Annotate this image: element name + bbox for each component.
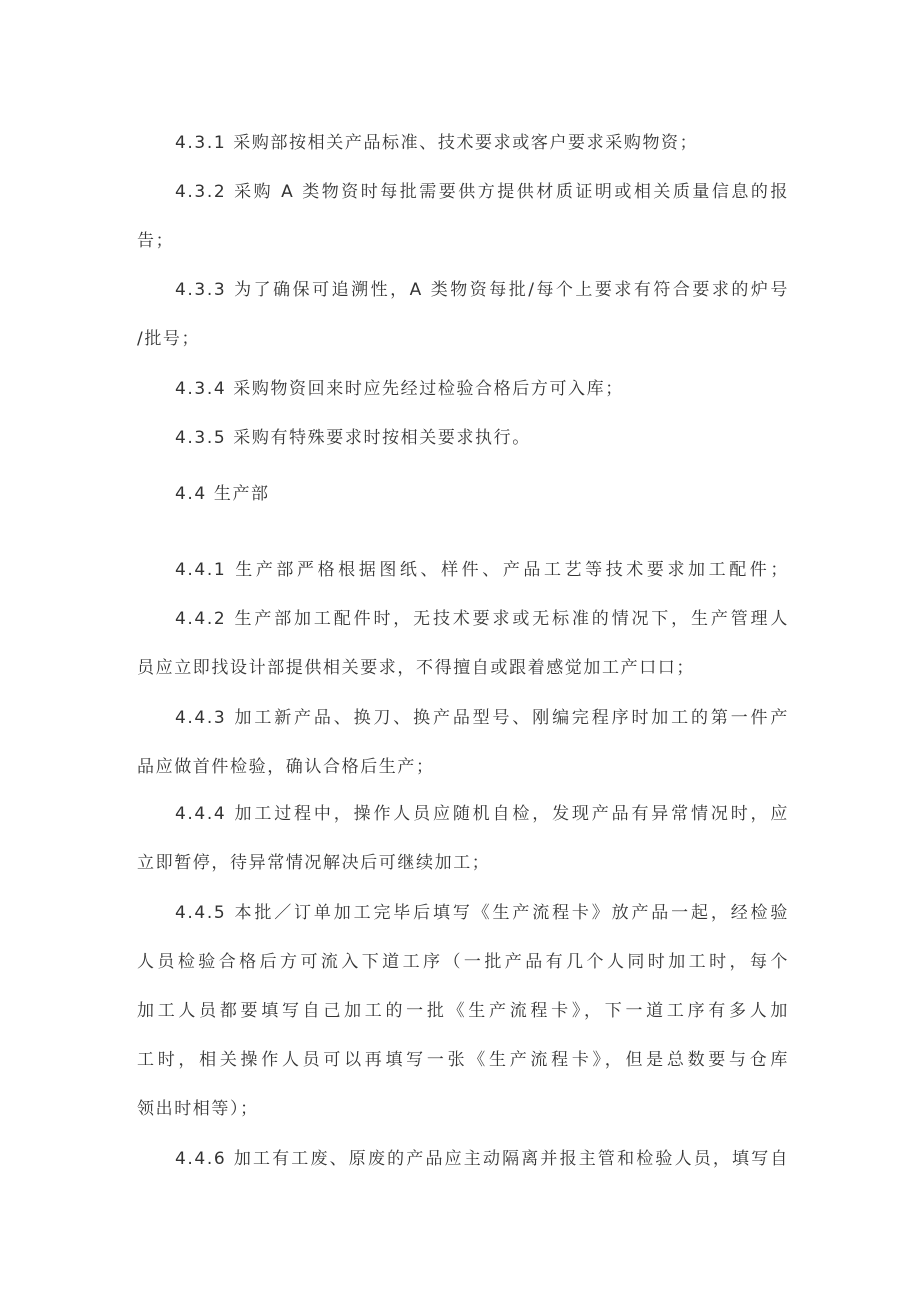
para-4-4-5-line-1: 4.4.5 本批／订单加工完毕后填写《生产流程卡》放产品一起，经检验 <box>175 903 789 923</box>
section-heading-4-4: 4.4 生产部 <box>175 484 270 504</box>
para-4-4-5-line-3: 加工人员都要填写自己加工的一批《生产流程卡》，下一道工序有多人加 <box>137 1001 789 1021</box>
para-4-4-5-line-4: 工时，相关操作人员可以再填写一张《生产流程卡》，但是总数要与仓库 <box>137 1050 789 1070</box>
para-4-4-3-line-1: 4.4.3 加工新产品、换刀、换产品型号、刚编完程序时加工的第一件产 <box>175 708 789 728</box>
para-4-4-5-line-5: 领出时相等）； <box>137 1099 259 1119</box>
para-4-4-3-line-2: 品应做首件检验，确认合格后生产； <box>137 757 435 777</box>
para-4-3-2-line-2: 告； <box>137 231 175 251</box>
para-4-3-3-line-1: 4.3.3 为了确保可追溯性，A 类物资每批/每个上要求有符合要求的炉号 <box>175 280 789 300</box>
para-4-4-6-line-1: 4.4.6 加工有工废、原废的产品应主动隔离并报主管和检验人员，填写自 <box>175 1149 789 1169</box>
para-4-3-2-line-1: 4.3.2 采购 A 类物资时每批需要供方提供材质证明或相关质量信息的报 <box>175 182 789 202</box>
para-4-4-1-line-1: 4.4.1 生产部严格根据图纸、样件、产品工艺等技术要求加工配件； <box>175 560 789 580</box>
para-4-4-4-line-2: 立即暂停，待异常情况解决后可继续加工； <box>137 853 491 873</box>
para-4-4-4-line-1: 4.4.4 加工过程中，操作人员应随机自检，发现产品有异常情况时，应 <box>175 804 789 824</box>
para-4-4-2-line-1: 4.4.2 生产部加工配件时，无技术要求或无标准的情况下，生产管理人 <box>175 609 789 629</box>
para-4-3-1-line-1: 4.3.1 采购部按相关产品标准、技术要求或客户要求采购物资； <box>175 133 699 153</box>
para-4-4-5-line-2: 人员检验合格后方可流入下道工序（一批产品有几个人同时加工时，每个 <box>137 952 789 972</box>
para-4-4-2-line-2: 员应立即找设计部提供相关要求，不得擅自或跟着感觉加工产口口； <box>137 658 695 678</box>
para-4-3-3-line-2: /批号； <box>137 329 201 349</box>
para-4-3-4-line-1: 4.3.4 采购物资回来时应先经过检验合格后方可入库； <box>175 379 624 399</box>
para-4-3-5-line-1: 4.3.5 采购有特殊要求时按相关要求执行。 <box>175 428 531 448</box>
